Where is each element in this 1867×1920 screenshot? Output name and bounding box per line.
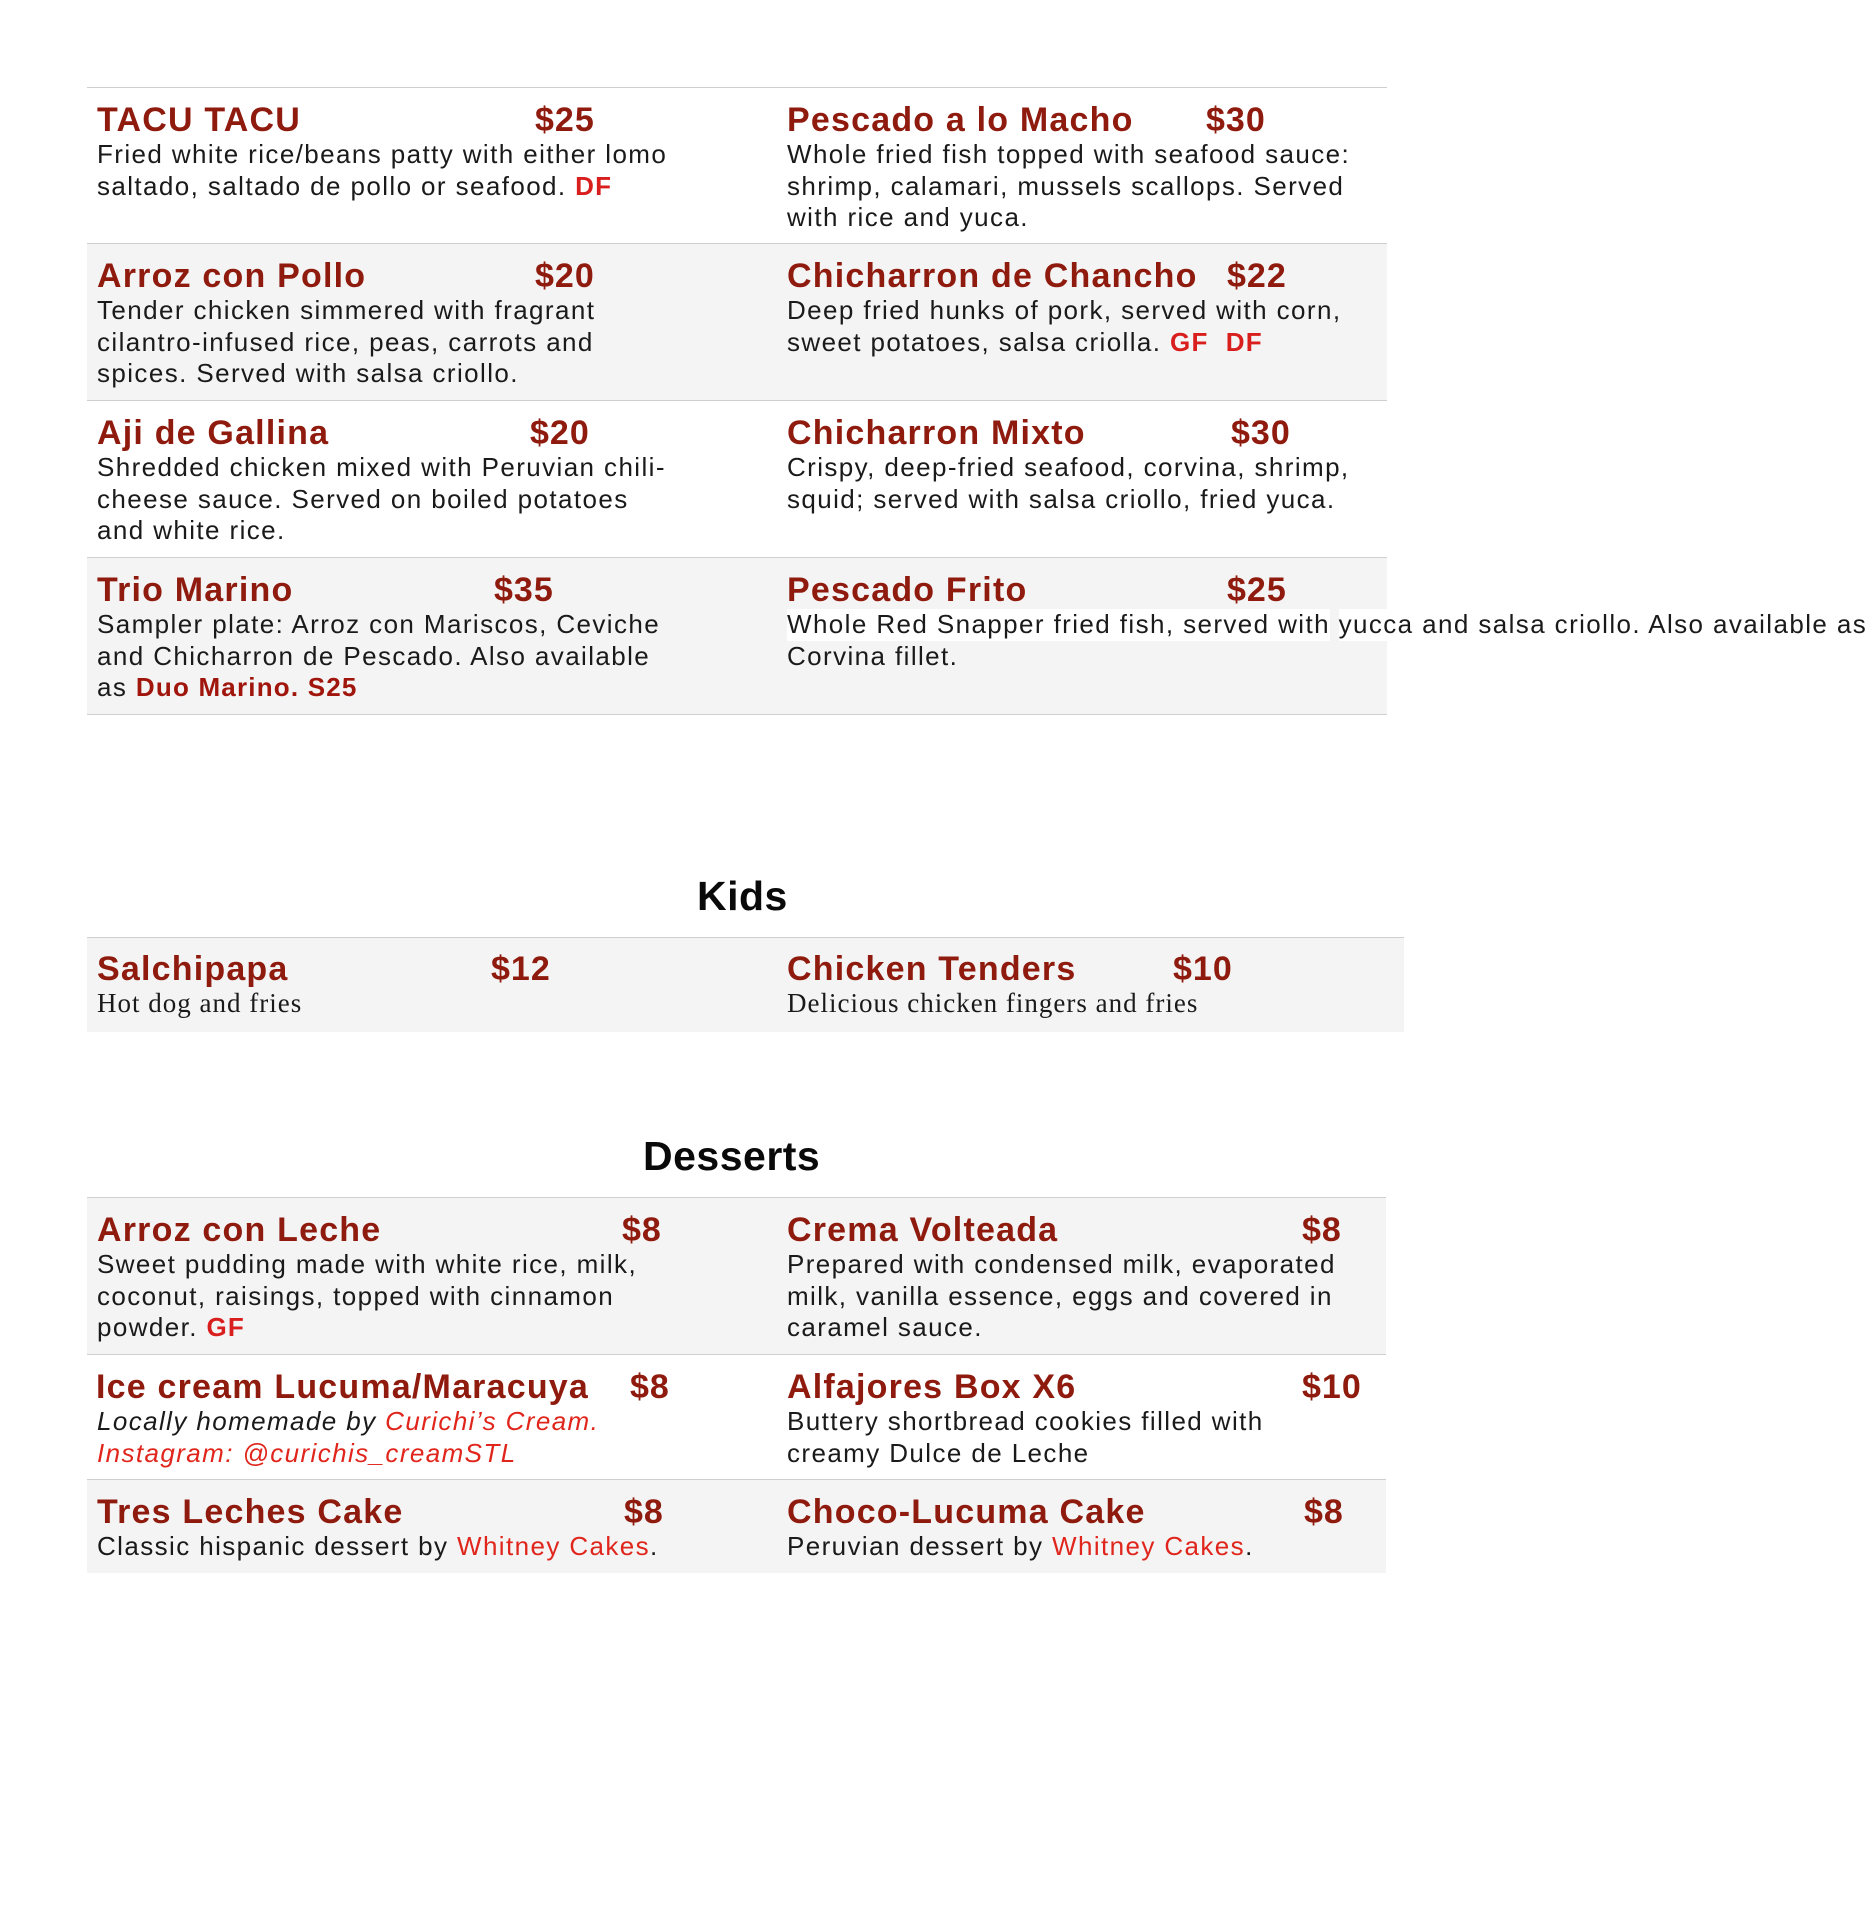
- menu-row: [87, 244, 1387, 401]
- item-price: $10: [1302, 1368, 1362, 1406]
- item-description: Prepared with condensed milk, evaporated milk, vanilla essence, eggs and covered in caramel sauce.: [787, 1249, 1336, 1342]
- item-price: $22: [1227, 257, 1287, 295]
- menu-item: [87, 401, 777, 557]
- menu-row: [87, 1480, 1386, 1573]
- menu-item: [87, 1480, 777, 1573]
- menu-item: [87, 88, 777, 243]
- item-price: $25: [535, 101, 595, 139]
- menu-item: [87, 938, 777, 1032]
- dietary-badge: GF: [1170, 326, 1209, 357]
- item-price: $12: [491, 950, 551, 988]
- item-description: Whole fried fish topped with seafood sauce: shrimp, calamari, mussels scallops. Served with rice and yuca.: [787, 139, 1351, 232]
- item-name: Tres Leches Cake: [97, 1493, 404, 1531]
- mains-grid: [87, 87, 1867, 715]
- menu-item: [777, 401, 1387, 557]
- item-description: Buttery shortbread cookies filled with creamy Dulce de Leche: [787, 1406, 1264, 1468]
- item-name: Pescado Frito: [787, 571, 1028, 609]
- item-price: $35: [494, 571, 554, 609]
- dietary-badge: GF: [206, 1312, 246, 1342]
- item-name: Ice cream Lucuma/Maracuya: [96, 1368, 590, 1406]
- curichis-cream-link[interactable]: Curichi’s Cream.: [385, 1406, 600, 1436]
- item-price: $8: [1304, 1493, 1344, 1531]
- menu-row: [87, 1355, 1386, 1480]
- menu-item: [87, 1355, 777, 1479]
- item-name: Chicken Tenders: [787, 950, 1077, 988]
- item-name: Arroz con Leche: [97, 1211, 382, 1249]
- menu-item: [777, 558, 1867, 714]
- kids-heading: Kids: [697, 873, 788, 919]
- item-description: Crispy, deep-fried seafood, corvina, shrimp, squid; served with salsa criollo, fried yuca.: [787, 452, 1350, 514]
- item-description: Classic hispanic dessert by Whitney Cakes.: [97, 1531, 659, 1561]
- item-description: Hot dog and fries: [97, 988, 303, 1018]
- item-name: Alfajores Box X6: [787, 1368, 1077, 1406]
- item-description: Sweet pudding made with white rice, milk, coconut, raisings, topped with cinnamon powder. GF: [97, 1249, 638, 1342]
- menu-item: [87, 558, 777, 714]
- item-description: Delicious chicken fingers and fries: [787, 988, 1199, 1018]
- menu-item: [777, 88, 1387, 243]
- menu-row: [87, 401, 1387, 558]
- item-name: Chicharron Mixto: [787, 414, 1086, 452]
- menu-row: [87, 1198, 1386, 1355]
- menu-item: [777, 1198, 1386, 1354]
- item-price: $8: [630, 1368, 670, 1406]
- whitney-cakes-link[interactable]: Whitney Cakes: [457, 1531, 651, 1561]
- item-description: Sampler plate: Arroz con Mariscos, Ceviche and Chicharron de Pescado. Also available as Duo Marino. S25: [97, 609, 661, 702]
- item-name: Salchipapa: [97, 950, 289, 988]
- menu-item: [777, 1355, 1386, 1479]
- item-name: Crema Volteada: [787, 1211, 1059, 1249]
- menu-item: [87, 244, 777, 400]
- item-description: Whole Red Snapper fried fish, served with yucca and salsa criollo. Also available as Corvina fillet.: [787, 609, 1867, 671]
- whitney-cakes-link[interactable]: Whitney Cakes: [1052, 1531, 1246, 1561]
- item-description: Tender chicken simmered with fragrant cilantro-infused rice, peas, carrots and spices. Served with salsa criollo.: [97, 295, 596, 388]
- item-description: Deep fried hunks of pork, served with corn, sweet potatoes, salsa criolla. GF DF: [787, 295, 1342, 357]
- item-price: $10: [1173, 950, 1233, 988]
- item-price: $20: [530, 414, 590, 452]
- menu-item: [87, 1198, 777, 1354]
- item-price: $8: [622, 1211, 662, 1249]
- item-name: Pescado a lo Macho: [787, 101, 1134, 139]
- menu-row: [87, 938, 1404, 1032]
- item-description: Shredded chicken mixed with Peruvian chili- cheese sauce. Served on boiled potatoes and white rice.: [97, 452, 666, 545]
- item-price: $25: [1227, 571, 1287, 609]
- item-name: Choco-Lucuma Cake: [787, 1493, 1146, 1531]
- menu-item: [777, 244, 1387, 400]
- kids-grid: [87, 937, 1404, 1032]
- menu-row: [87, 88, 1387, 244]
- instagram-handle[interactable]: Instagram: @curichis_creamSTL: [97, 1437, 517, 1468]
- duo-marino-note: Duo Marino. S25: [135, 672, 358, 702]
- item-name: Aji de Gallina: [97, 414, 330, 452]
- item-price: $30: [1206, 101, 1266, 139]
- item-description: Peruvian dessert by Whitney Cakes.: [787, 1531, 1254, 1561]
- item-price: $30: [1231, 414, 1291, 452]
- menu-row: [87, 558, 1867, 715]
- item-price: $8: [1302, 1211, 1342, 1249]
- item-description: Fried white rice/beans patty with either lomo saltado, saltado de pollo or seafood. DF: [97, 139, 668, 201]
- menu-item: [777, 1480, 1386, 1573]
- item-description: Locally homemade by Curichi’s Cream. Instagram: @curichis_creamSTL: [97, 1406, 600, 1468]
- dietary-badge: DF: [1225, 326, 1263, 357]
- item-price: $8: [624, 1493, 664, 1531]
- item-name: Arroz con Pollo: [97, 257, 367, 295]
- dietary-badge: DF: [575, 170, 613, 201]
- item-name: TACU TACU: [97, 101, 302, 139]
- desserts-heading: Desserts: [643, 1133, 821, 1179]
- item-name: Trio Marino: [97, 571, 294, 609]
- item-price: $20: [535, 257, 595, 295]
- item-name: Chicharron de Chancho: [787, 257, 1198, 295]
- desserts-grid: [87, 1197, 1386, 1573]
- menu-item: [777, 938, 1404, 1032]
